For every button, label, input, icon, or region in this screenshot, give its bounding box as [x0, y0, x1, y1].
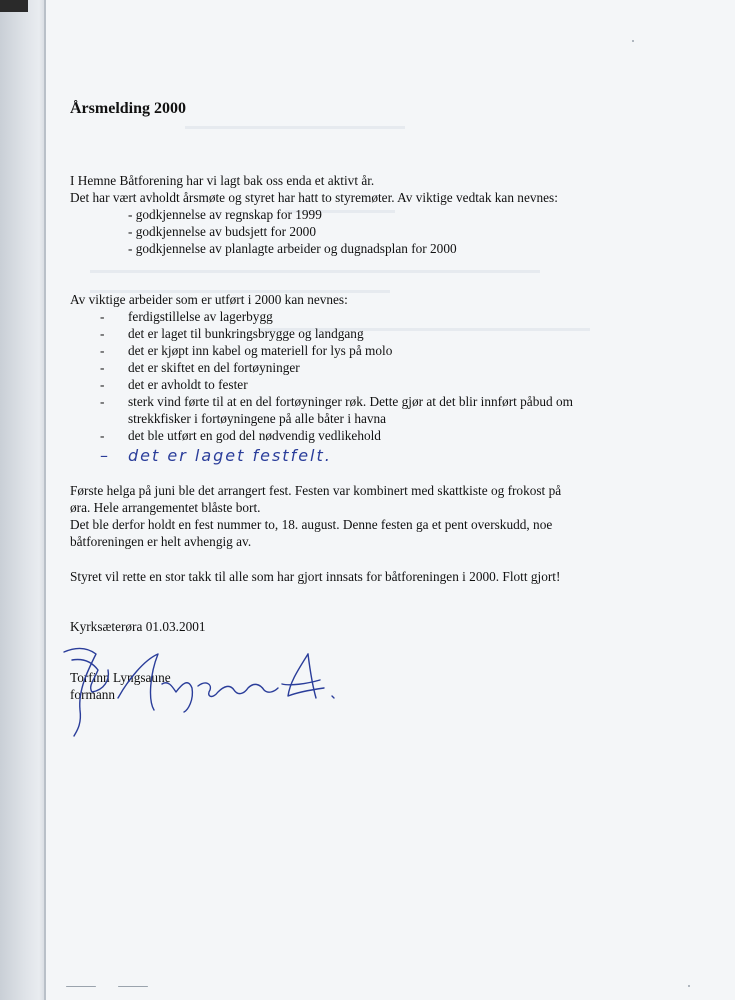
show-through-heading [185, 126, 405, 129]
work-item: det er kjøpt inn kabel og materiell for lys på molo [128, 343, 393, 358]
handwritten-signature [58, 640, 348, 740]
show-through-line [90, 270, 540, 273]
work-item: det er skiftet en del fortøyninger [128, 360, 300, 375]
scan-corner [0, 0, 28, 12]
work-item: det er laget til bunkringsbrygge og landgang [128, 326, 364, 341]
binding-edge [0, 0, 46, 1000]
bullet-dash: - [100, 326, 105, 341]
works-intro: Av viktige arbeider som er utført i 2000 kan nevnes: [70, 292, 348, 307]
thanks-paragraph: Styret vil rette en stor takk til alle som har gjort innsats for båtforeningen i 2000. Flott gjort! [70, 569, 561, 584]
bullet-dash: - [100, 309, 105, 324]
decision-item: - godkjennelse av planlagte arbeider og dugnadsplan for 2000 [128, 241, 457, 256]
fest-paragraph-line: Første helga på juni ble det arrangert fest. Festen var kombinert med skattkiste og frokost på [70, 483, 562, 498]
intro-line: I Hemne Båtforening har vi lagt bak oss enda et aktivt år. [70, 173, 375, 188]
bullet-dash: - [100, 343, 105, 358]
handwritten-dash: – [100, 446, 108, 465]
work-item: ferdigstillelse av lagerbygg [128, 309, 273, 324]
bullet-dash: - [100, 377, 105, 392]
document-title: Årsmelding 2000 [70, 100, 186, 117]
bullet-dash: - [100, 428, 105, 443]
place-date: Kyrksæterøra 01.03.2001 [70, 619, 206, 634]
fest-paragraph-line: øra. Hele arrangementet blåste bort. [70, 500, 261, 515]
scan-speck [118, 986, 148, 987]
work-item: det ble utført en god del nødvendig vedlikehold [128, 428, 381, 443]
page-edge [44, 0, 46, 1000]
work-item: det er avholdt to fester [128, 377, 248, 392]
scan-speck [66, 986, 96, 987]
scan-speck [632, 40, 634, 42]
intro-line: Det har vært avholdt årsmøte og styret har hatt to styremøter. Av viktige vedtak kan nevnes: [70, 190, 558, 205]
fest-paragraph-line: Det ble derfor holdt en fest nummer to, 18. august. Denne festen ga et pent overskudd, noe [70, 517, 553, 532]
work-item: sterk vind førte til at en del fortøyninger røk. Dette gjør at det blir innført påbud om [128, 394, 573, 409]
signer-role: formann [70, 687, 116, 702]
bullet-dash: - [100, 360, 105, 375]
decision-item: - godkjennelse av budsjett for 2000 [128, 224, 316, 239]
signer-name: Torfinn Lyngsaune [70, 670, 171, 685]
bullet-dash: - [100, 394, 105, 409]
handwritten-note: det er laget festfelt. [128, 446, 332, 465]
work-item-continued: strekkfisker i fortøyningene på alle båter i havna [128, 411, 387, 426]
fest-paragraph-line: båtforeningen er helt avhengig av. [70, 534, 252, 549]
scan-speck [688, 985, 690, 987]
decision-item: - godkjennelse av regnskap for 1999 [128, 207, 322, 222]
